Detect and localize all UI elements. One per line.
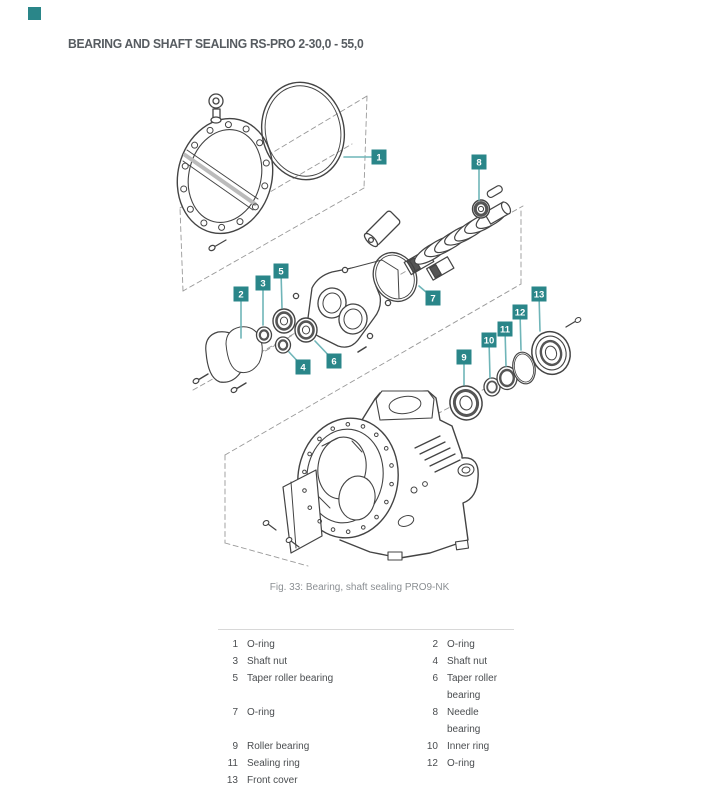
part-number: 7 [232, 707, 238, 718]
part-name: Roller bearing [247, 741, 310, 752]
callout-number-4: 4 [300, 362, 306, 374]
housing-drawing [262, 391, 478, 560]
part-number: 9 [232, 741, 238, 752]
callout-number-11: 11 [499, 324, 511, 336]
callout-number-7: 7 [430, 293, 436, 305]
part-number: 2 [432, 639, 438, 650]
callout-number-6: 6 [331, 356, 337, 368]
cylinder-pin-drawing [362, 210, 401, 249]
callout-number-3: 3 [260, 278, 266, 290]
part-number: 8 [432, 707, 438, 718]
part-name: Inner ring [447, 741, 490, 752]
figure-caption: Fig. 33: Bearing, shaft sealing PRO9-NK [269, 582, 450, 593]
callout-number-9: 9 [461, 352, 467, 364]
callout-number-1: 1 [376, 152, 382, 164]
callout-number-13: 13 [533, 289, 545, 301]
part-name: O-ring [447, 758, 475, 769]
part-number: 10 [426, 741, 438, 752]
part-name: O-ring [447, 639, 475, 650]
callout-number-12: 12 [514, 307, 526, 319]
screw-rotor-drawing [404, 185, 512, 281]
part-name: Taper roller bearing [247, 673, 334, 684]
part-number: 4 [432, 656, 438, 667]
flange-screw-icon [208, 240, 226, 252]
part-name: Taper roller bearing [447, 673, 498, 701]
part-name: Shaft nut [247, 656, 288, 667]
part-number: 11 [227, 758, 238, 769]
part-number [418, 772, 438, 789]
part-number: 6 [432, 673, 438, 684]
cover-plate-drawing [192, 327, 262, 394]
part-name [438, 772, 514, 789]
callout-number-10: 10 [483, 335, 495, 347]
front-bearing-row-drawing [446, 317, 582, 424]
part-name: O-ring [247, 639, 275, 650]
part-name: Front cover [247, 775, 298, 786]
callout-number-5: 5 [278, 266, 284, 278]
key-icon [486, 185, 503, 199]
part-number: 5 [232, 673, 238, 684]
part-name: Shaft nut [447, 656, 488, 667]
callout-number-8: 8 [476, 157, 482, 169]
eyebolt-icon [209, 94, 223, 123]
part-number: 12 [426, 758, 438, 769]
page-title: BEARING AND SHAFT SEALING RS-PRO 2-30,0 - 55,0 [68, 37, 364, 51]
part-name: Sealing ring [247, 758, 300, 769]
parts-list [218, 629, 514, 789]
part-number: 3 [232, 656, 238, 667]
callout-number-2: 2 [238, 289, 244, 301]
part-number: 1 [232, 639, 238, 650]
needle-bearing-drawing [473, 200, 490, 218]
part-name: O-ring [247, 707, 275, 718]
part-name: Needle bearing [447, 707, 481, 735]
part-number: 13 [226, 775, 238, 786]
